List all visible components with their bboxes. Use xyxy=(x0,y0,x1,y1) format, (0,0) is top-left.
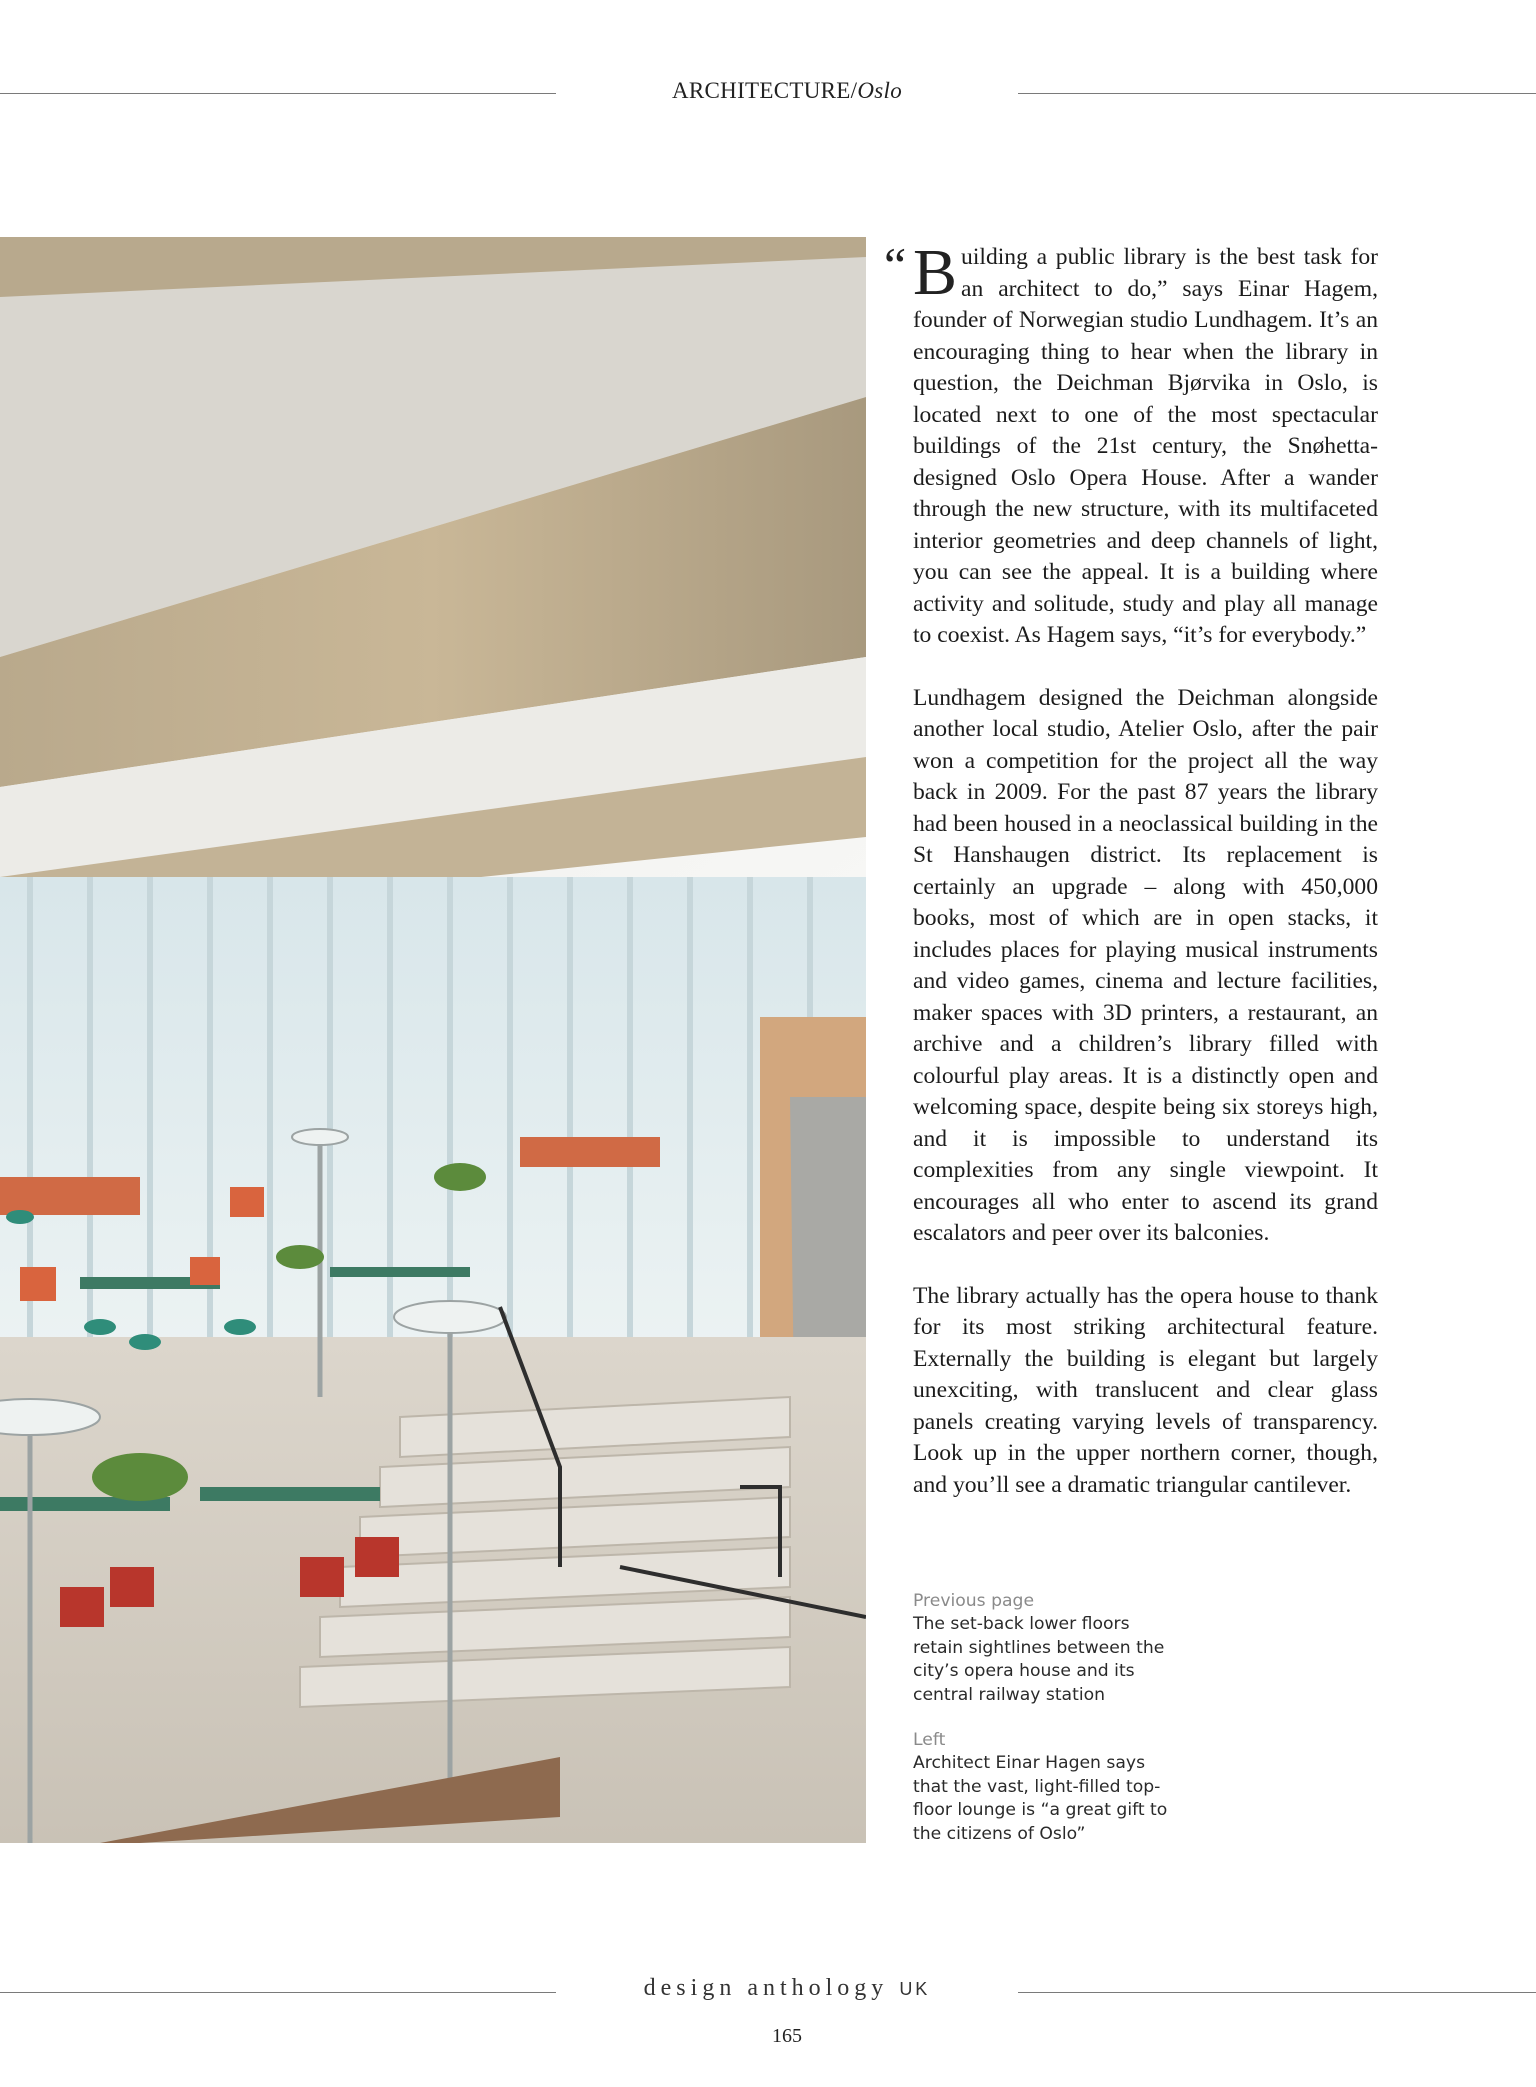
section-header xyxy=(556,78,1018,104)
photo-captions xyxy=(913,1590,1173,1868)
caption-label: Previous page xyxy=(913,1591,1035,1611)
page-number: 165 xyxy=(772,2025,802,2047)
article-paragraph-1 xyxy=(884,236,1378,652)
header-rule-right xyxy=(1018,93,1536,94)
section-separator: / xyxy=(850,78,858,103)
article-paragraph-3: The library actually has the opera house to thank for its most striking architectural feature. Externally the building is elegant but largely unexciting, with translucent and clear glass panels creating varying levels of transparency. Look up in the upper northern corner, though, and you’ll see a dramatic triangular cantilever. xyxy=(913,1282,1378,1498)
opening-quote-mark: “ xyxy=(884,237,907,293)
footer-rule-left xyxy=(0,1992,556,1993)
footer-rule-right xyxy=(1018,1992,1536,1993)
section-name: ARCHITECTURE xyxy=(671,78,851,103)
library-interior-photo xyxy=(0,237,866,1843)
magazine-brand xyxy=(556,1975,1018,2002)
caption-text: Architect Einar Hagen says that the vast, light-filled top-floor lounge is “a great gift to the citizens of Oslo” xyxy=(913,1753,1168,1844)
article-body xyxy=(884,236,1378,1532)
drop-cap: B xyxy=(913,236,958,309)
section-city: Oslo xyxy=(857,78,902,103)
caption-left xyxy=(913,1729,1173,1846)
caption-label: Left xyxy=(913,1730,946,1751)
caption-previous-page xyxy=(913,1590,1173,1707)
article-paragraph-2: Lundhagem designed the Deichman alongside another local studio, Atelier Oslo, after the pair won a competition for the project all the way back in 2009. For the past 87 years the library had been housed in a neoclassical building in the St Hanshaugen district. Its replacement is certainly an upgrade – along with 450,000 books, most of which are in open stacks, it includes places for playing musical instruments and video games, cinema and lecture facilities, maker spaces with 3D printers, a restaurant, an archive and a children’s library filled with colourful play areas. It is a distinctly open and welcoming space, despite being six storeys high, and it is impossible to understand its complexities from any single viewpoint. It encourages all who enter to ascend its grand escalators and peer over its balconies. xyxy=(913,684,1378,1246)
brand-region: UK xyxy=(899,1979,931,1999)
paragraph-1-text: uilding a public library is the best task for an architect to do,” says Einar Hagem, founder of Norwegian studio Lundhagem. It’s an encouraging thing to hear when the library in question, the Deichman Bjørvika in Oslo, is located next to one of the most spectacular buildings of the 21st century, the Snøhetta-designed Oslo Opera House. After a wander through the new structure, with its multifaceted interior geometries and deep channels of light, you can see the appeal. It is a building where activity and solitude, study and play all manage to coexist. As Hagem says, “it’s for everybody.” xyxy=(913,244,1378,648)
caption-text: The set-back lower floors retain sightlines between the city’s opera house and its central railway station xyxy=(913,1614,1165,1705)
header-rule-left xyxy=(0,93,556,94)
brand-name: design anthology xyxy=(643,1975,889,2001)
